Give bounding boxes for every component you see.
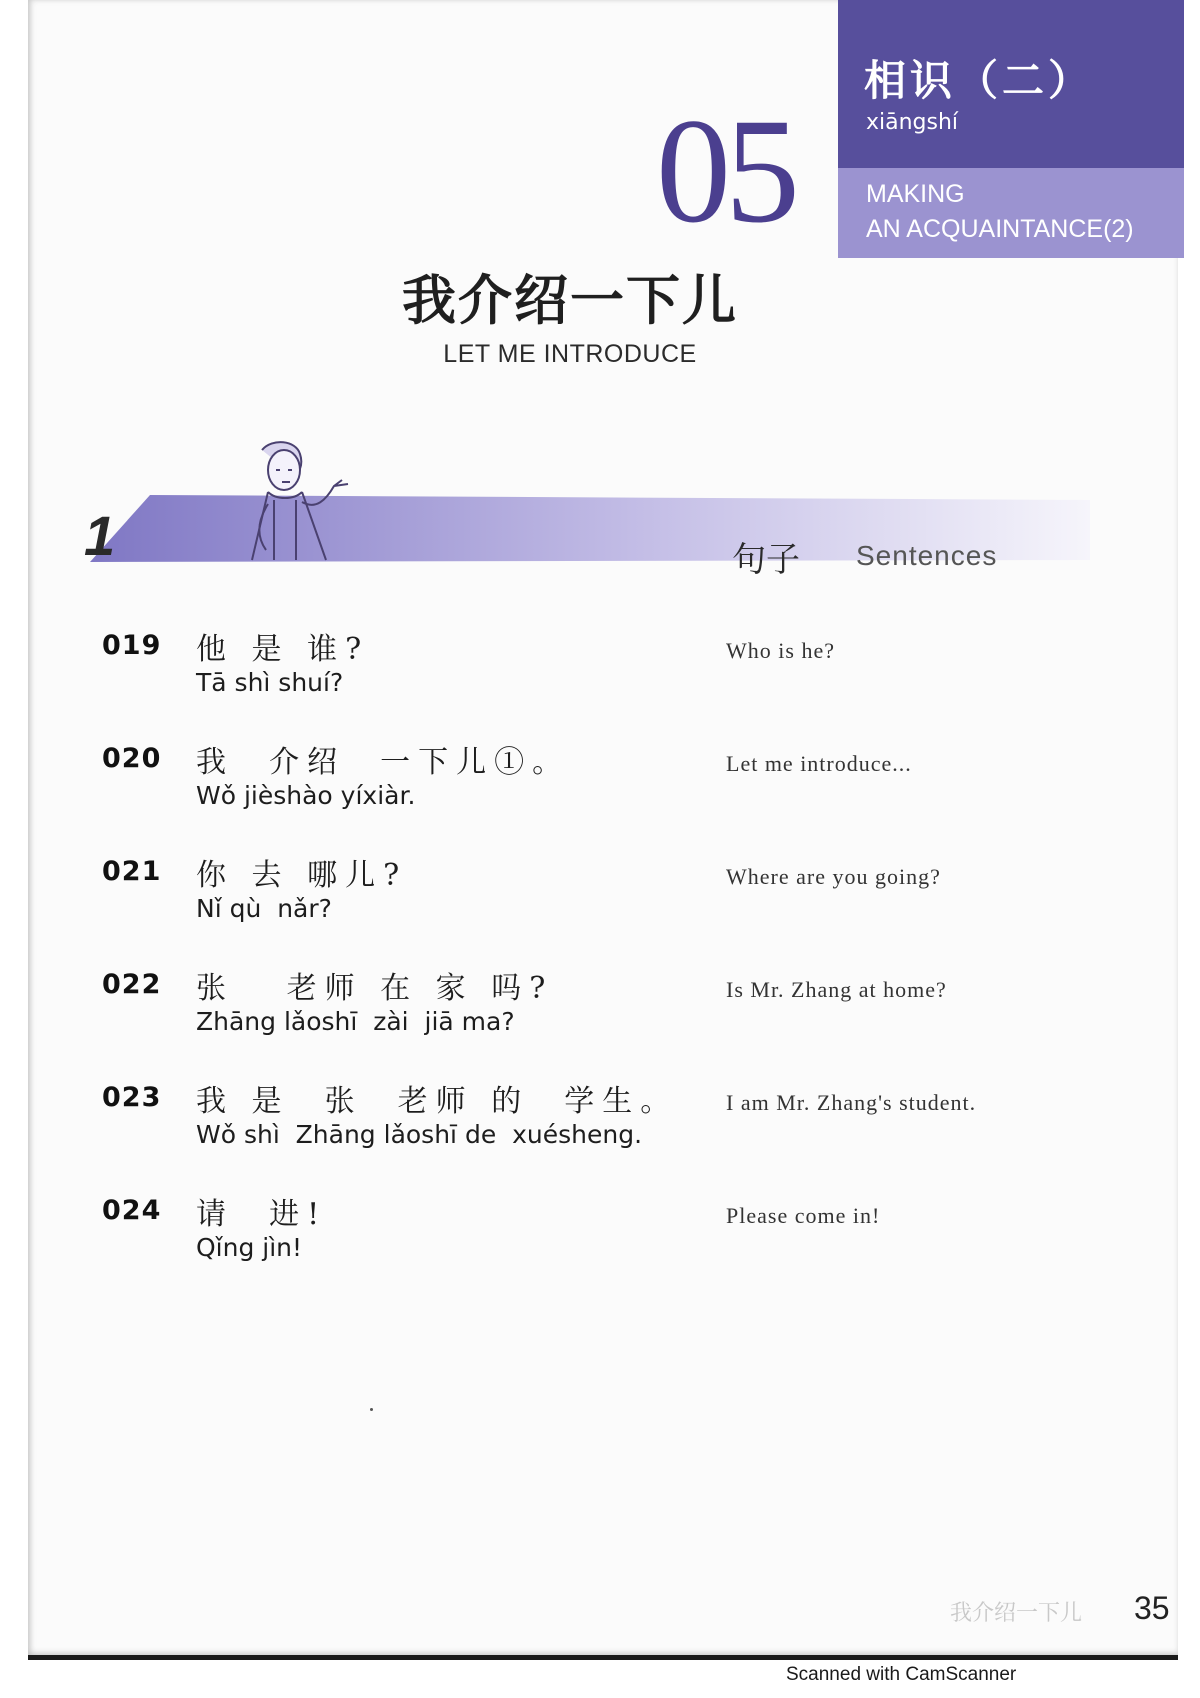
- sentence-translation: I am Mr. Zhang's student.: [726, 1090, 977, 1115]
- lesson-title: 我介绍一下儿: [402, 268, 738, 332]
- sentence-pinyin: Wǒ shì Zhāng lǎoshī de xuésheng.: [196, 1120, 643, 1149]
- unit-title-pinyin: xiāngshí: [866, 110, 959, 135]
- unit-title: 相识（二）: [864, 56, 1095, 105]
- sentence-chinese: 请 进!: [196, 1197, 328, 1232]
- sentence-number: 019: [102, 630, 162, 661]
- sentence-number: 024: [102, 1195, 162, 1226]
- unit-subtitle-line-1: MAKING: [866, 180, 965, 208]
- sentence-pinyin: Qǐng jìn!: [196, 1233, 303, 1262]
- lesson-subtitle: LET ME INTRODUCE: [443, 340, 697, 368]
- sentence-chinese: 张 老师 在 家 吗?: [196, 971, 554, 1006]
- sentence-pinyin: Wǒ jièshào yíxiàr.: [196, 781, 416, 810]
- sentence-pinyin: Nǐ qù nǎr?: [196, 894, 332, 923]
- sentence-item: [100, 1189, 1100, 1289]
- section-number: 1: [84, 504, 116, 567]
- section-title-english: Sentences: [856, 540, 998, 571]
- sentence-item: [100, 624, 1100, 724]
- unit-subtitle-line-2: AN ACQUAINTANCE(2): [866, 215, 1134, 243]
- sentence-chinese: 我 介绍 一下儿①。: [196, 745, 571, 780]
- sentence-pinyin: Tā shì shuí?: [196, 668, 344, 697]
- sentence-translation: Is Mr. Zhang at home?: [726, 977, 947, 1002]
- sentence-pinyin: Zhāng lǎoshī zài jiā ma?: [196, 1007, 515, 1036]
- sentence-item: [100, 850, 1100, 950]
- sentence-number: 022: [102, 969, 162, 1000]
- running-title: 我介绍一下儿: [950, 1601, 1083, 1626]
- sentence-chinese: 我 是 张 老师 的 学生。: [196, 1084, 679, 1119]
- scanner-watermark: Scanned with CamScanner: [786, 1664, 1017, 1685]
- sentence-number: 023: [102, 1082, 162, 1113]
- sentence-item: [100, 1076, 1100, 1176]
- lesson-number: 05: [656, 88, 794, 254]
- sentence-number: 021: [102, 856, 162, 887]
- scan-speck: [370, 1408, 373, 1411]
- sentence-translation: Please come in!: [726, 1203, 881, 1228]
- sentence-item: [100, 963, 1100, 1063]
- sentence-chinese: 他 是 谁?: [196, 632, 370, 667]
- scan-bottom-edge: [28, 1655, 1178, 1660]
- sentence-translation: Let me introduce...: [726, 751, 912, 776]
- section-title-chinese: 句子: [732, 540, 800, 580]
- page-number: 35: [1134, 1590, 1170, 1626]
- sentence-translation: Who is he?: [726, 638, 835, 663]
- sentence-item: [100, 737, 1100, 837]
- sentence-chinese: 你 去 哪儿?: [196, 858, 408, 893]
- sentence-translation: Where are you going?: [726, 864, 941, 889]
- sentence-number: 020: [102, 743, 162, 774]
